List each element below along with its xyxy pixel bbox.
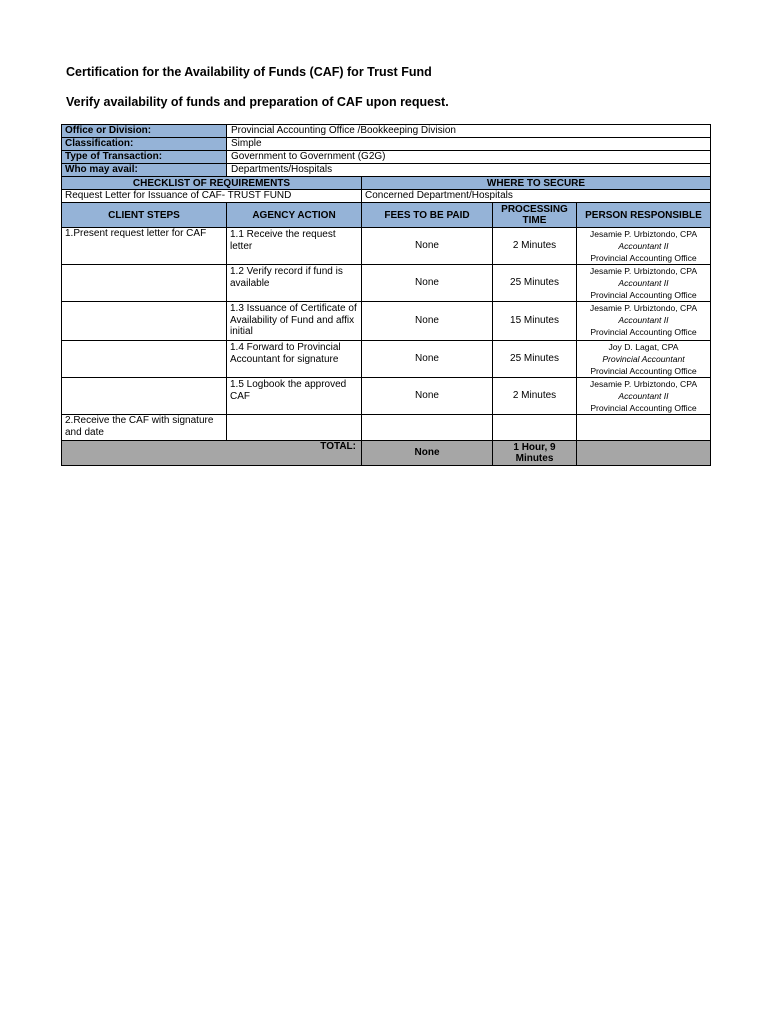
person-office: Provincial Accounting Office xyxy=(590,366,697,376)
person-responsible xyxy=(577,341,711,378)
fee: None xyxy=(362,302,493,341)
where-to-secure-header: WHERE TO SECURE xyxy=(362,177,711,190)
person-responsible xyxy=(577,302,711,341)
person-office: Provincial Accounting Office xyxy=(590,253,697,263)
person-name: Jesamie P. Urbiztondo, CPA xyxy=(589,303,698,313)
document-title: Certification for the Availability of Funds (CAF) for Trust Fund xyxy=(66,65,432,79)
info-value-office: Provincial Accounting Office /Bookkeeping Division xyxy=(227,125,711,138)
table-row xyxy=(62,415,711,441)
fee: None xyxy=(362,228,493,265)
col-client-steps: CLIENT STEPS xyxy=(62,203,227,228)
person-responsible xyxy=(577,228,711,265)
agency-action: 1.5 Logbook the approved CAF xyxy=(227,378,362,415)
col-agency-action: AGENCY ACTION xyxy=(227,203,362,228)
table-row xyxy=(62,265,711,302)
fee: None xyxy=(362,341,493,378)
info-row-who-may-avail xyxy=(62,164,711,177)
person-office: Provincial Accounting Office xyxy=(590,290,697,300)
client-step xyxy=(62,341,227,378)
processing-time xyxy=(493,415,577,441)
person-responsible xyxy=(577,378,711,415)
table-row xyxy=(62,302,711,341)
agency-action: 1.3 Issuance of Certificate of Availability of Fund and affix initial xyxy=(227,302,362,341)
info-row-office xyxy=(62,125,711,138)
table-row xyxy=(62,378,711,415)
person-title: Provincial Accountant xyxy=(602,354,685,364)
fee: None xyxy=(362,265,493,302)
person-name: Jesamie P. Urbiztondo, CPA xyxy=(589,229,698,239)
col-processing-time: PROCESSING TIME xyxy=(493,203,577,228)
table-row xyxy=(62,341,711,378)
caf-table xyxy=(61,124,711,466)
person-title: Accountant II xyxy=(618,315,669,325)
processing-time: 2 Minutes xyxy=(493,378,577,415)
steps-header-row xyxy=(62,203,711,228)
total-label: TOTAL: xyxy=(62,441,362,466)
person-name: Joy D. Lagat, CPA xyxy=(608,342,679,352)
client-step: 1.Present request letter for CAF xyxy=(62,228,227,265)
info-row-transaction xyxy=(62,151,711,164)
person-office: Provincial Accounting Office xyxy=(590,327,697,337)
client-step xyxy=(62,378,227,415)
col-person-responsible: PERSON RESPONSIBLE xyxy=(577,203,711,228)
total-time: 1 Hour, 9 Minutes xyxy=(493,441,577,466)
agency-action xyxy=(227,415,362,441)
total-person xyxy=(577,441,711,466)
person-name: Jesamie P. Urbiztondo, CPA xyxy=(589,266,698,276)
info-label-office: Office or Division: xyxy=(62,125,227,138)
client-step xyxy=(62,302,227,341)
col-fees: FEES TO BE PAID xyxy=(362,203,493,228)
requirement-where: Concerned Department/Hospitals xyxy=(362,190,711,203)
person-responsible xyxy=(577,415,711,441)
person-name: Jesamie P. Urbiztondo, CPA xyxy=(589,379,698,389)
document-subtitle: Verify availability of funds and preparation of CAF upon request. xyxy=(66,95,449,109)
person-title: Accountant II xyxy=(618,391,669,401)
info-label-transaction: Type of Transaction: xyxy=(62,151,227,164)
info-value-transaction: Government to Government (G2G) xyxy=(227,151,711,164)
requirements-header-row xyxy=(62,177,711,190)
info-row-classification xyxy=(62,138,711,151)
info-label-who-may-avail: Who may avail: xyxy=(62,164,227,177)
fee: None xyxy=(362,378,493,415)
total-row xyxy=(62,441,711,466)
requirement-item: Request Letter for Issuance of CAF- TRUST FUND xyxy=(62,190,362,203)
person-office: Provincial Accounting Office xyxy=(590,403,697,413)
agency-action: 1.4 Forward to Provincial Accountant for signature xyxy=(227,341,362,378)
client-step xyxy=(62,265,227,302)
processing-time: 15 Minutes xyxy=(493,302,577,341)
processing-time: 25 Minutes xyxy=(493,341,577,378)
processing-time: 25 Minutes xyxy=(493,265,577,302)
total-fee: None xyxy=(362,441,493,466)
info-label-classification: Classification: xyxy=(62,138,227,151)
fee xyxy=(362,415,493,441)
person-responsible xyxy=(577,265,711,302)
info-value-who-may-avail: Departments/Hospitals xyxy=(227,164,711,177)
person-title: Accountant II xyxy=(618,241,669,251)
agency-action: 1.1 Receive the request letter xyxy=(227,228,362,265)
checklist-header: CHECKLIST OF REQUIREMENTS xyxy=(62,177,362,190)
info-value-classification: Simple xyxy=(227,138,711,151)
client-step: 2.Receive the CAF with signature and date xyxy=(62,415,227,441)
person-title: Accountant II xyxy=(618,278,669,288)
processing-time: 2 Minutes xyxy=(493,228,577,265)
table-row xyxy=(62,228,711,265)
agency-action: 1.2 Verify record if fund is available xyxy=(227,265,362,302)
requirements-row xyxy=(62,190,711,203)
